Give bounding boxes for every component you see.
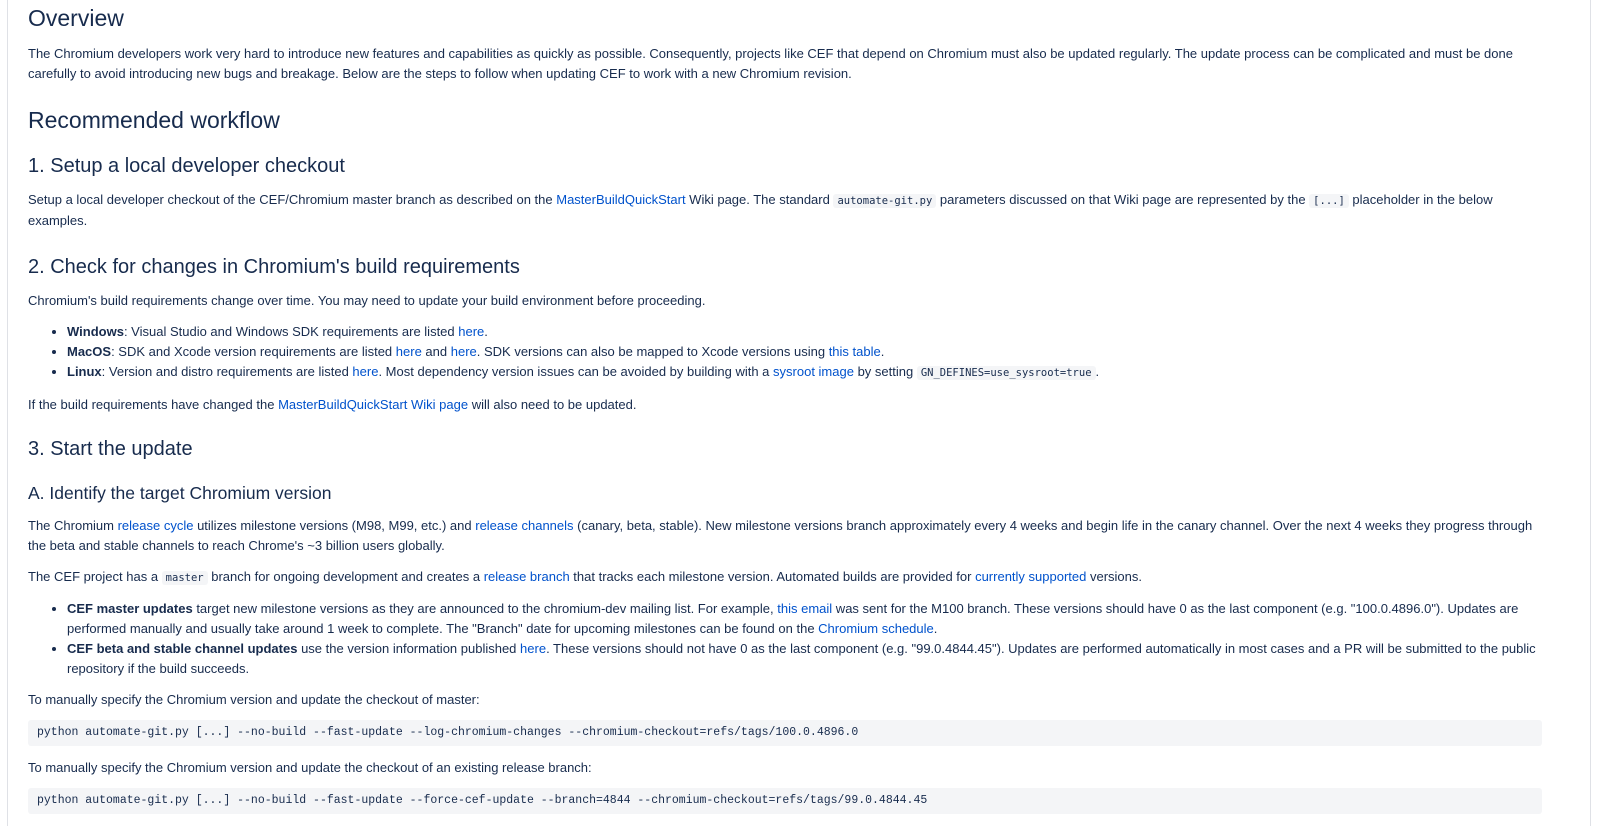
text: : SDK and Xcode version requirements are listed [111, 344, 396, 359]
windows-here-link[interactable]: here [458, 324, 485, 339]
list-item-master-updates [67, 599, 1542, 639]
label: Windows [67, 324, 124, 339]
text: target new milestone versions as they are announced to the chromium-dev mailing list. For example, [192, 601, 778, 616]
text: (canary, beta, stable). New milestone versions branch approximately every 4 weeks and begin life in the canary channel. Over the next 4 weeks they progress through the beta and stable channels to reach Chrome's ~3 billion users globally. [28, 518, 1533, 553]
inline-code: automate-git.py [833, 194, 936, 208]
wiki-content [28, 0, 1542, 814]
step2-heading: 2. Check for changes in Chromium's build requirements [28, 256, 520, 278]
text: If the build requirements have changed the [28, 397, 279, 412]
text: . [1095, 364, 1100, 379]
text: and [421, 344, 451, 359]
masterbuildquickstart-wiki-link[interactable]: MasterBuildQuickStart Wiki page [278, 397, 469, 412]
macos-here-link-1[interactable]: here [395, 344, 422, 359]
text: : Visual Studio and Windows SDK requirements are listed [123, 324, 459, 339]
text: by setting [853, 364, 917, 379]
release-channels-link[interactable]: release channels [475, 518, 574, 533]
sysroot-image-link[interactable]: sysroot image [773, 364, 854, 379]
text: utilizes milestone versions (M98, M99, etc.) and [193, 518, 476, 533]
step3-heading: 3. Start the update [28, 438, 193, 460]
inline-code: GN_DEFINES=use_sysroot=true [917, 366, 1096, 380]
label: Linux [67, 364, 102, 379]
this-email-link[interactable]: this email [777, 601, 833, 616]
currently-supported-link[interactable]: currently supported [975, 569, 1087, 584]
label: MacOS [67, 344, 112, 359]
list-item-windows [67, 322, 1542, 342]
inline-code: [...] [1309, 194, 1349, 208]
code-block-release[interactable]: python automate-git.py [...] --no-build --fast-update --force-cef-update --branch=4844 --chromium-checkout=refs/tags/99.0.4844.45 [28, 788, 1542, 814]
release-cycle-paragraph [28, 516, 1542, 556]
step2-outro [28, 395, 1542, 415]
list-item-macos [67, 342, 1542, 362]
text: . [880, 344, 885, 359]
release-cycle-link[interactable]: release cycle [117, 518, 194, 533]
release-branch-link[interactable]: release branch [483, 569, 570, 584]
text: The Chromium [28, 518, 118, 533]
update-types-list [28, 599, 1542, 679]
text: parameters discussed on that Wiki page are represented by the [936, 192, 1310, 207]
text: Wiki page. The standard [685, 192, 834, 207]
text: that tracks each milestone version. Automated builds are provided for [569, 569, 976, 584]
requirements-list [28, 322, 1542, 383]
text: : Version and distro requirements are listed [101, 364, 353, 379]
text: was sent for the M100 branch. These versions should have 0 as the last component (e.g. "100.0.4896.0"). Updates are performed manually and usually take around 1 week to complete. The "Branch" date for upcoming milestones can be found on the [67, 601, 1519, 636]
macos-here-link-2[interactable]: here [450, 344, 477, 359]
text: The CEF project has a [28, 569, 162, 584]
text: placeholder in the below examples. [28, 192, 1493, 228]
manual-master-text: To manually specify the Chromium version and update the checkout of master: [28, 692, 480, 707]
linux-here-link[interactable]: here [352, 364, 379, 379]
workflow-heading: Recommended workflow [28, 107, 280, 133]
this-table-link[interactable]: this table [828, 344, 881, 359]
manual-release-text: To manually specify the Chromium version and update the checkout of an existing release branch: [28, 760, 592, 775]
cef-project-paragraph [28, 567, 1542, 588]
text: will also need to be updated. [468, 397, 637, 412]
published-here-link[interactable]: here [520, 641, 547, 656]
overview-heading: Overview [28, 5, 124, 31]
text: versions. [1086, 569, 1142, 584]
text: . [933, 621, 938, 636]
step1-heading: 1. Setup a local developer checkout [28, 155, 345, 177]
text: use the version information published [297, 641, 521, 656]
step1-paragraph [28, 190, 1542, 231]
chromium-schedule-link[interactable]: Chromium schedule [818, 621, 934, 636]
text: branch for ongoing development and creates a [207, 569, 484, 584]
list-item-beta-stable-updates [67, 639, 1542, 679]
step2-intro: Chromium's build requirements change over time. You may need to update your build environment before proceeding. [28, 293, 706, 308]
text: . These versions should not have 0 as the last component (e.g. "99.0.4844.45"). Updates are performed automatically in most cases and a PR will be submitted to the public repository if the build succeeds. [67, 641, 1536, 676]
label: CEF beta and stable channel updates [67, 641, 298, 656]
inline-code: master [162, 571, 208, 585]
overview-paragraph: The Chromium developers work very hard to introduce new features and capabilities as quickly as possible. Consequently, projects like CEF that depend on Chromium must also be updated regularly. The update process can be complicated and must be done carefully to avoid introducing new bugs and breakage. Below are the steps to follow when updating CEF to work with a new Chromium revision. [28, 46, 1513, 81]
text: . Most dependency version issues can be avoided by building with a [378, 364, 774, 379]
masterbuildquickstart-link[interactable]: MasterBuildQuickStart [556, 192, 686, 207]
text: Setup a local developer checkout of the CEF/Chromium master branch as described on the [28, 192, 557, 207]
text: . SDK versions can also be mapped to Xcode versions using [476, 344, 829, 359]
code-block-master[interactable]: python automate-git.py [...] --no-build --fast-update --log-chromium-changes --chromium-checkout=refs/tags/100.0.4896.0 [28, 720, 1542, 746]
list-item-linux [67, 362, 1542, 383]
text: . [484, 324, 488, 339]
step3a-heading: A. Identify the target Chromium version [28, 483, 332, 503]
label: CEF master updates [67, 601, 193, 616]
